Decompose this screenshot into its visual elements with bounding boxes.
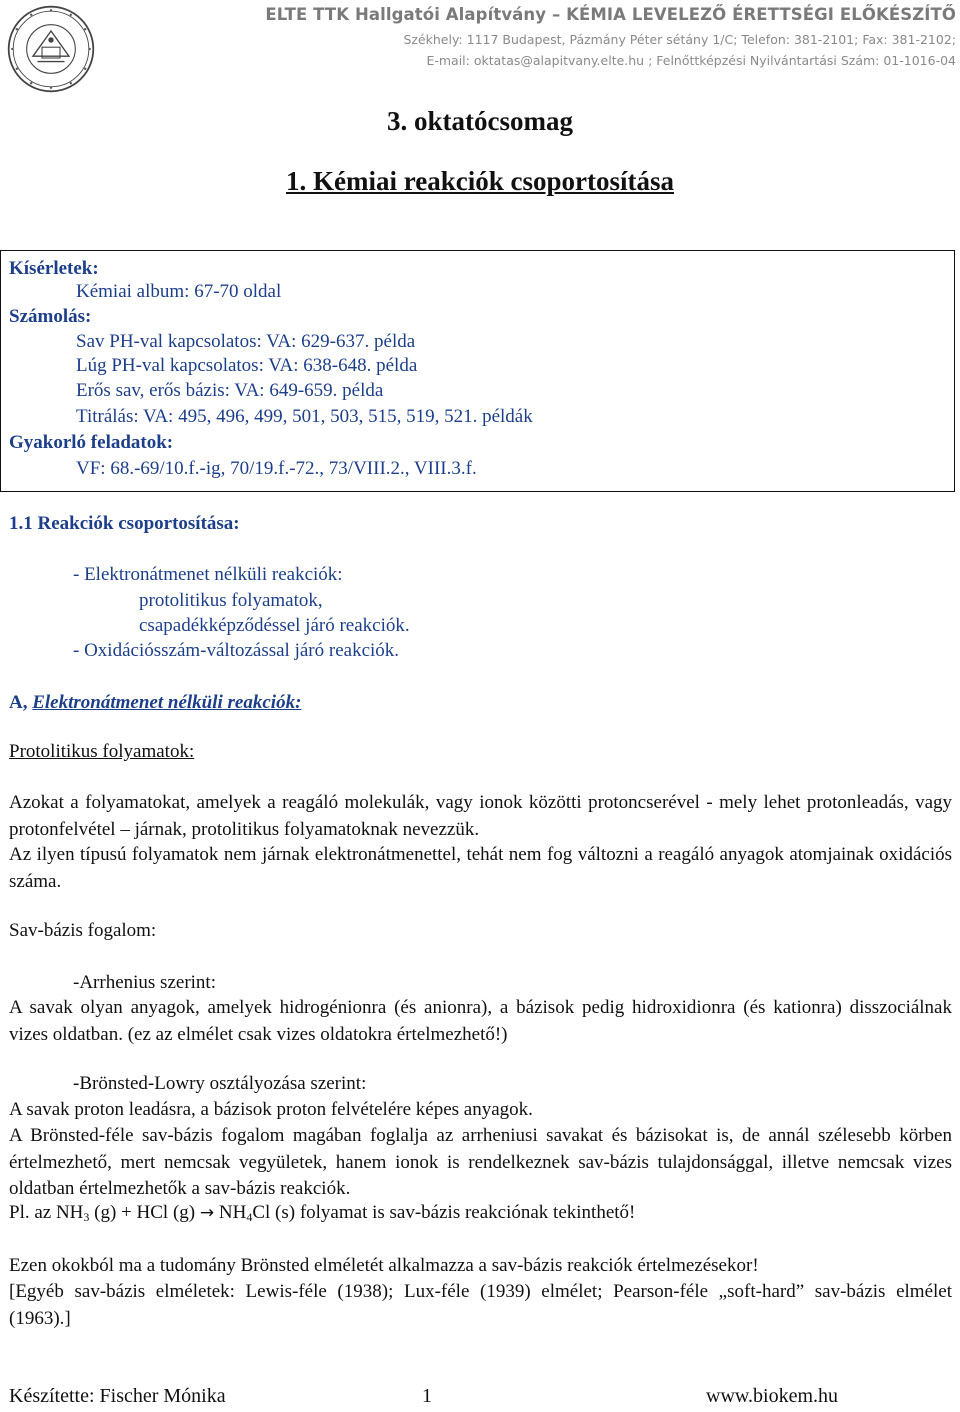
paragraph: A Brönsted-féle sav-bázis fogalom magában foglalja az arrheniusi savakat és bázisokat is, de annál szélesebb körben értelmezhető, mert nemcsak vegyületek, hanem ionok is rendelkeznek sav-bázis tulajdonsággal, illetve nemcsak vizes oldatban értelmezhetők a sav-bázis reakciók. xyxy=(9,1125,952,1199)
paragraph: [Egyéb sav-bázis elméletek: Lewis-féle (1938); Lux-féle (1939) elmélet; Pearson-féle „soft-hard” sav-bázis elmélet (1963).] xyxy=(9,1281,952,1329)
eq-subscript: 3 xyxy=(83,1210,90,1224)
protolitic-heading-text: Protolitikus folyamatok: xyxy=(9,741,195,762)
assignment-box xyxy=(0,250,955,492)
paragraph: Az ilyen típusú folyamatok nem járnak elektronátmenettel, tehát nem fog változni a reagáló anyagok atomjainak oxidációs száma. xyxy=(9,844,952,892)
list-item: - Elektronátmenet nélküli reakciók: xyxy=(73,564,343,585)
arrow-icon: → xyxy=(199,1203,215,1223)
chapter-title: 1. Kémiai reakciók csoportosítása xyxy=(286,166,674,196)
list-subitem: protolitikus folyamatok, xyxy=(139,590,323,611)
university-seal-logo xyxy=(6,4,96,94)
calculation-item: Titrálás: VA: 495, 496, 499, 501, 503, 515, 519, 521. példák xyxy=(76,406,533,427)
list-subitem: csapadékképződéssel járó reakciók. xyxy=(139,615,410,636)
eq-part: Pl. az NH xyxy=(9,1202,84,1223)
eq-subscript: 4 xyxy=(246,1210,253,1224)
bronsted-heading: -Brönsted-Lowry osztályozása szerint: xyxy=(73,1073,367,1094)
letterhead xyxy=(150,4,956,68)
section-heading: 1.1 Reakciók csoportosítása: xyxy=(9,513,240,534)
list-item: - Oxidációsszám-változással járó reakciók. xyxy=(73,640,400,661)
example-equation xyxy=(9,1202,635,1225)
arrhenius-heading: -Arrhenius szerint: xyxy=(73,972,216,993)
protolitic-heading xyxy=(9,741,194,763)
footer-page-number: 1 xyxy=(422,1385,432,1407)
eq-part: NH xyxy=(214,1202,247,1223)
paragraph: Ezen okokból ma a tudomány Brönsted elméletét alkalmazza a sav-bázis reakciók értelmezésekor! xyxy=(9,1255,759,1276)
subsection-prefix: A, xyxy=(9,692,28,713)
subsection-title: Elektronátmenet nélküli reakciók: xyxy=(32,692,302,713)
acid-base-heading: Sav-bázis fogalom: xyxy=(9,920,157,941)
calculation-item: Erős sav, erős bázis: VA: 649-659. példa xyxy=(76,380,384,401)
organization-name: ELTE TTK Hallgatói Alapítvány – KÉMIA LEVELEZŐ ÉRETTSÉGI ELŐKÉSZÍTŐ xyxy=(265,5,956,24)
address-line: Székhely: 1117 Budapest, Pázmány Péter sétány 1/C; Telefon: 381-2101; Fax: 381-2102; xyxy=(403,32,956,47)
calculation-item: Sav PH-val kapcsolatos: VA: 629-637. példa xyxy=(76,331,416,352)
paragraph: A savak olyan anyagok, amelyek hidrogénionra (és anionra), a bázisok pedig hidroxidionra (és kationra) disszociálnak vizes oldatban. (ez az elmélet csak vizes oldatokra értelmezhető!) xyxy=(9,997,952,1045)
paragraph: Azokat a folyamatokat, amelyek a reagáló molekulák, vagy ionok közötti protoncserével - mely lehet protonleadás, vagy protonfelvétel – járnak, protolitikus folyamatoknak nevezzük. xyxy=(9,792,952,840)
eq-part: (g) + HCl (g) xyxy=(89,1202,200,1223)
experiments-heading: Kísérletek: xyxy=(9,258,99,279)
email-line: E-mail: oktatas@alapitvany.elte.hu ; Felnőttképzési Nyilvántartási Szám: 01-1016-04 xyxy=(426,53,956,68)
practice-heading: Gyakorló feladatok: xyxy=(9,432,174,453)
footer-website: www.biokem.hu xyxy=(706,1385,839,1407)
calculation-item: Lúg PH-val kapcsolatos: VA: 638-648. példa xyxy=(76,355,418,376)
practice-item: VF: 68.-69/10.f.-ig, 70/19.f.-72., 73/VIII.2., VIII.3.f. xyxy=(76,458,477,479)
paragraph: A savak proton leadásra, a bázisok proton felvételére képes anyagok. xyxy=(9,1099,533,1120)
footer-author: Készítette: Fischer Mónika xyxy=(9,1385,226,1407)
subsection-heading xyxy=(9,692,301,714)
calculation-heading: Számolás: xyxy=(9,306,92,327)
eq-part: Cl (s) folyamat is sav-bázis reakciónak tekinthető! xyxy=(252,1202,636,1223)
experiments-item: Kémiai album: 67-70 oldal xyxy=(76,281,282,302)
package-title: 3. oktatócsomag xyxy=(387,106,573,136)
